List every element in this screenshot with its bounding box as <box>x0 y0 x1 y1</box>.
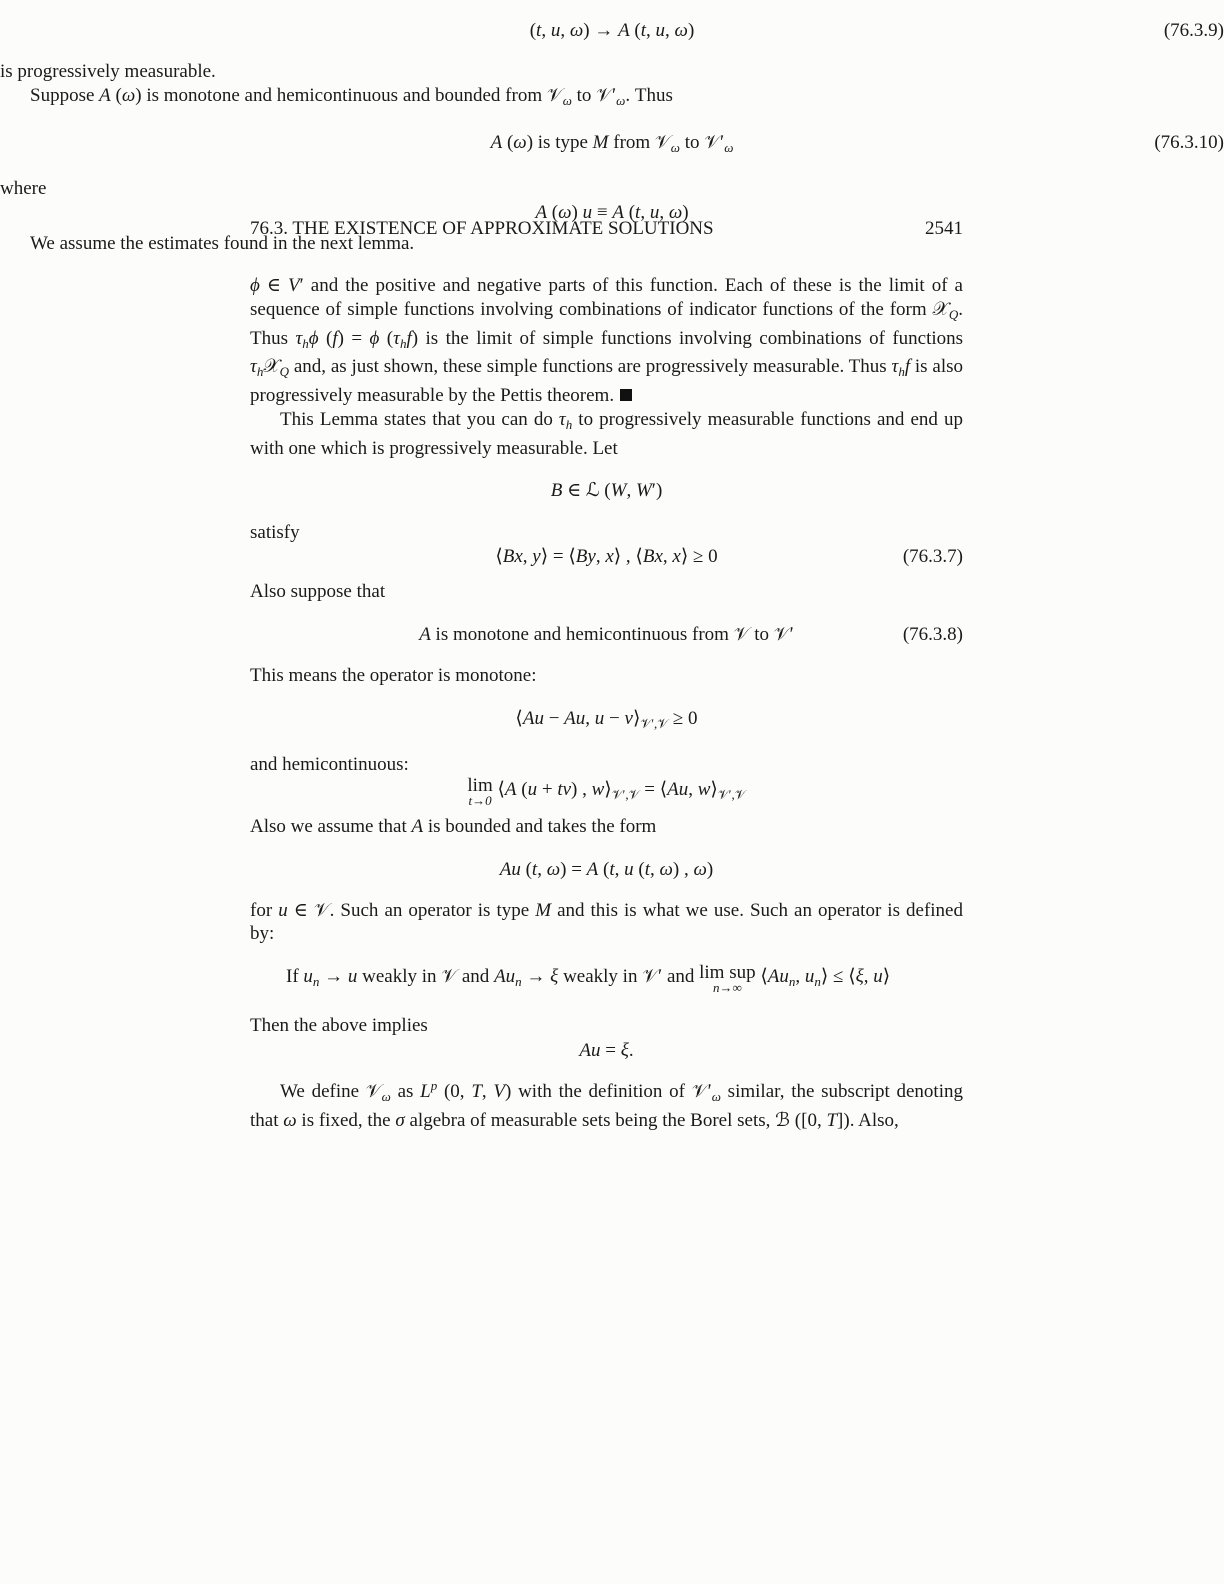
equation-76-3-8: A is monotone and hemicontinuous from 𝒱 to 𝒱′ (76.3.8) <box>250 622 963 648</box>
paragraph-suppose: Suppose A (ω) is monotone and hemicontinuous and bounded from 𝒱$_\omega$ to $𝒱'_\omega$. Thus <box>30 84 673 108</box>
equation-number: (76.3.10) <box>1154 131 1224 153</box>
equation-76-3-7: ⟨Bx, y⟩ = ⟨By, x⟩ , ⟨Bx, x⟩ ≥ 0 (76.3.7) <box>250 544 963 570</box>
equation-monotone: ⟨Au − Au, $u - v⟩_{𝒱',𝒱} \ge 0$ <box>515 707 698 731</box>
equation-number: (76.3.9) <box>1163 20 1224 41</box>
text-bounded: Also we assume that A is bounded and takes the form <box>250 815 657 837</box>
text-monotone: This means the operator is monotone: <box>250 665 537 687</box>
equation-number: (76.3.7) <box>902 546 963 568</box>
paragraph-2: This Lemma states that you can do $\tau_h$ to progressively measurable functions and end up with one which is progressively measurable. Let <box>250 408 964 459</box>
page-number: 2541 <box>925 218 963 239</box>
equation-76-3-9: (t, u, ω) → A (t, u, ω) (76.3.9) <box>0 18 1224 44</box>
paragraph-define: We define 𝒱$_\omega$ as $L^p$ (0, T, V) with the definition of $𝒱'_\omega$ similar, the subscript denoting that ω is fixed, the σ algebra of measurable sets being the Borel sets, ℬ ([0, T]). Also, <box>250 1077 963 1131</box>
qed-mark <box>620 389 632 401</box>
text-satisfy: satisfy <box>250 521 300 543</box>
text-then: Then the above implies <box>250 1015 428 1037</box>
equation-form: Au (t, ω) = A (t, u (t, ω) , ω) <box>499 858 714 880</box>
text-where: where <box>0 177 47 199</box>
page-body <box>250 218 963 1133</box>
paragraph-estimates: We assume the estimates found in the next lemma. <box>30 233 415 255</box>
section-title: 76.3. THE EXISTENCE OF APPROXIMATE SOLUTIONS <box>250 218 714 239</box>
equation-number: (76.3.8) <box>902 624 963 646</box>
equation-bounded-operator: B ∈ ℒ (W, W′) <box>550 479 663 501</box>
paragraph-1: ϕ ∈ V′ and the positive and negative parts of this function. Each of these is the limit of a sequence of simple functions involving combinations of indicator functions of the form 𝒳$_Q$. Thus $\tau_h\phi$ (f) = ϕ $(\tau_hf)$ is the limit of simple functions involving combinations of functions $\tau_h𝒳_Q$ and, as just shown, these simple functions are progressively measurable. Thus $\tau_hf$ is also progressively measurable by the Pettis theorem. <box>250 275 964 407</box>
paragraph-type-m: for u ∈ 𝒱. Such an operator is type M and this is what we use. Such an operator is defined by: <box>250 899 963 945</box>
equation-type-m-definition: If $u_n \to u$ weakly in 𝒱 and $Au_n \to \xi$ weakly in 𝒱′ and lim sup n→∞ $⟨Au_n$, $u_n⟩$ ≤ ⟨ξ, u⟩ <box>286 962 891 996</box>
equation-au-xi: Au = ξ. <box>579 1039 634 1061</box>
equation-76-3-10: A (ω) is type M from 𝒱$_\omega$ to $𝒱'_\omega$ (76.3.10) <box>490 131 1224 155</box>
text-also-suppose: Also suppose that <box>250 581 386 603</box>
text-hemicontinuous: and hemicontinuous: <box>250 753 409 775</box>
text-progressive: is progressively measurable. <box>0 61 216 82</box>
equation-definition-a-omega: A (ω) u ≡ A (t, u, ω) <box>535 202 689 224</box>
equation-hemicontinuous: lim t→0 ⟨A (u + tv) , $w⟩_{𝒱',𝒱}$ = ⟨Au, $w⟩_{𝒱',𝒱}$ <box>467 774 746 808</box>
